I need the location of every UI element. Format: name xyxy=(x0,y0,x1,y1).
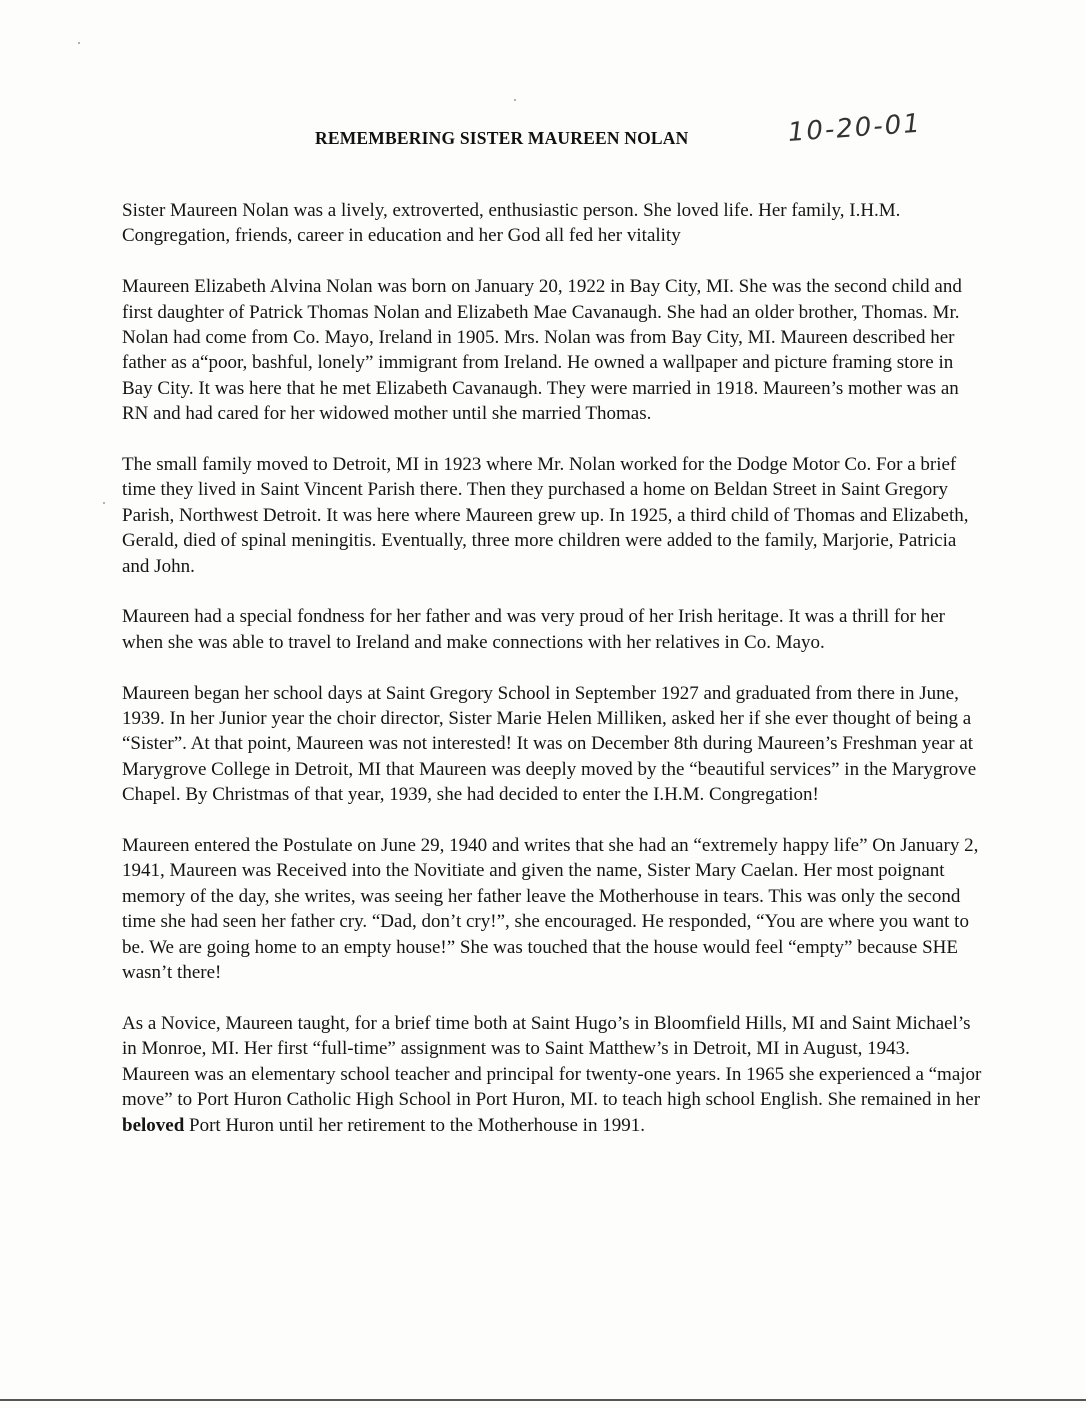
bottom-scan-edge xyxy=(0,1399,1086,1401)
paragraph-postulate: Maureen entered the Postulate on June 29, 1940 and writes that she had an “extremely happy life” On January 2, 1941, Maureen was Received into the Novitiate and given the name, Sister Mary Caelan. Her most poignant memory of the day, she writes, was seeing her father leave the Motherhouse in tears. This was only the second time she had seen her father cry. “Dad, don’t cry!”, she encouraged. He responded, “You are where you want to be. We are going home to an empty house!” She was touched that the house would feel “empty” because SHE wasn’t there! xyxy=(122,835,979,984)
paragraph-detroit: The small family moved to Detroit, MI in 1923 where Mr. Nolan worked for the Dodge Motor Co. For a brief time they lived in Saint Vincent Parish there. Then they purchased a home on Beldan Street in Saint Gregory Parish, Northwest Detroit. It was here where Maureen grew up. In 1925, a third child of Thomas and Elizabeth, Gerald, died of spinal meningitis. Eventually, three more children were added to the family, Marjorie, Patricia and John. xyxy=(122,454,969,577)
paragraph-irish-heritage: Maureen had a special fondness for her father and was very proud of her Irish heritage. It was a thrill for her when she was able to travel to Ireland and make connections with her relatives in Co. Mayo. xyxy=(122,606,946,653)
paragraph-career-text-before: As a Novice, Maureen taught, for a brief time both at Saint Hugo’s in Bloomfield Hills, MI and Saint Michael’s in Monroe, MI. Her first “full-time” assignment was to Saint Matthew’s in Detroit, MI in August, 1943. Maureen was an elementary school teacher and principal for twenty-one years. In 1965 she experienced a “major move” to Port Huron Catholic High School in Port Huron, MI. to teach high school English. She remained in her xyxy=(122,1012,982,1111)
paragraph-career-text-after: Port Huron until her retirement to the Motherhouse in 1991. xyxy=(184,1114,645,1136)
paragraph-school: Maureen began her school days at Saint Gregory School in September 1927 and graduated from there in June, 1939. In her Junior year the choir director, Sister Marie Helen Milliken, asked her if she ever thought of being a “Sister”. At that point, Maureen was not interested! It was on December 8th during Maureen’s Freshman year at Marygrove College in Detroit, MI that Maureen was deeply moved by the “beautiful services” in the Marygrove Chapel. By Christmas of that year, 1939, she had decided to enter the I.H.M. Congregation! xyxy=(122,682,977,806)
paragraph-birth: Maureen Elizabeth Alvina Nolan was born on January 20, 1922 in Bay City, MI. She was the second child and first daughter of Patrick Thomas Nolan and Elizabeth Mae Cavanaugh. She had an older brother, Thomas. Mr. Nolan had come from Co. Mayo, Ireland in 1905. Mrs. Nolan was from Bay City, MI. Maureen described her father as a“poor, bashful, lonely” immigrant from Ireland. He owned a wallpaper and picture framing store in Bay City. It was here that he met Elizabeth Cavanaugh. They were married in 1918. Maureen’s mother was an RN and had cared for her widowed mother until she married Thomas. xyxy=(122,276,962,425)
paragraph-intro: Sister Maureen Nolan was a lively, extroverted, enthusiastic person. She loved life. Her family, I.H.M. Congregation, friends, career in education and her God all fed her vitality xyxy=(122,200,901,247)
document-title: REMEMBERING SISTER MAUREEN NOLAN xyxy=(315,128,689,148)
scan-speck xyxy=(514,99,516,101)
handwritten-date: 10-20-01 xyxy=(786,108,923,148)
paragraph-career xyxy=(122,1011,982,1138)
scan-speck xyxy=(103,502,105,504)
emphasized-word: beloved xyxy=(122,1114,185,1136)
title-row xyxy=(0,108,1086,158)
document-body xyxy=(122,198,982,1163)
scan-speck xyxy=(78,42,80,44)
